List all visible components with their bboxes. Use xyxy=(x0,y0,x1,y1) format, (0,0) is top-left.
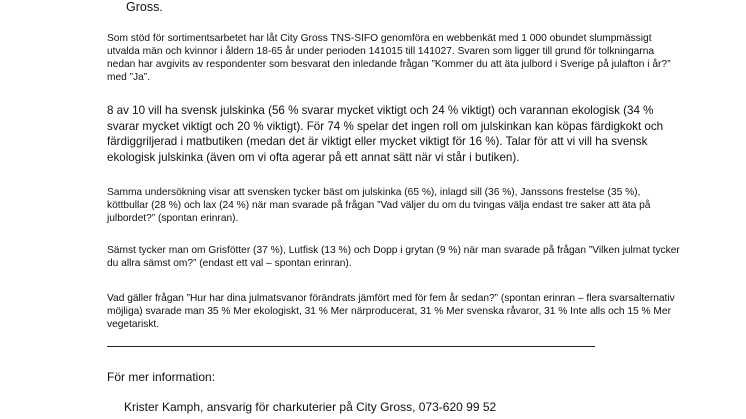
ham-preferences-paragraph: 8 av 10 vill ha svensk julskinka (56 % svarar mycket viktigt och 24 % viktigt) och varannan ekologisk (34 % svarar mycket viktigt och 20 % viktigt). För 74 % spelar det ingen roll om julskinkan kan köpas färdigkokt och färdiggriljerad i matbutiken (medan det är viktigt eller mycket viktigt för 16 %). Talar för att vi vill ha svensk ekologisk julskinka (även om vi ofta agerar på ett annat sätt när vi står i butiken). xyxy=(107,104,664,164)
more-info-heading: För mer information: xyxy=(107,370,216,384)
continued-text-fragment: Gross. xyxy=(126,0,163,14)
least-favorite-paragraph: Sämst tycker man om Grisfötter (37 %), Lutfisk (13 %) och Dopp i grytan (9 %) när man svarade på frågan ”Vilken julmat tycker du allra sämst om?” (endast ett val – spontan erinran). xyxy=(107,245,680,269)
contact-line: Krister Kamph, ansvarig för charkuterier på City Gross, 073-620 99 52 xyxy=(124,400,497,414)
survey-intro-paragraph: Som stöd för sortimentsarbetet har låt City Gross TNS-SIFO genomföra en webbenkät med 1 000 obundet slumpmässigt utvalda män och kvinnor i åldern 18-65 år under perioden 141015 till 141027. Svaren som ligger till grund för tolkningarna nedan har avgivits av respondenter som besvarat den inledande frågan ”Kommer du att äta julbord i Sverige på julafton i år?” med ”Ja”. xyxy=(107,33,671,83)
section-divider xyxy=(107,346,595,347)
habit-changes-paragraph: Vad gäller frågan ”Hur har dina julmatsvanor förändrats jämfört med för fem år sedan?” (spontan erinran – flera svarsalternativ möjliga) svarade man 35 % Mer ekologiskt, 31 % Mer närproducerat, 31 % Mer svenska råvaror, 31 % Inte alls och 15 % Mer vegetariskt. xyxy=(107,293,675,330)
favorite-dishes-paragraph: Samma undersökning visar att svensken tycker bäst om julskinka (65 %), inlagd sill (36 %), Janssons frestelse (35 %), köttbullar (28 %) och lax (24 %) när man svarade på frågan ”Vad väljer du om du tvingas välja endast tre saker att äta på julbordet?” (spontan erinran). xyxy=(107,187,651,224)
